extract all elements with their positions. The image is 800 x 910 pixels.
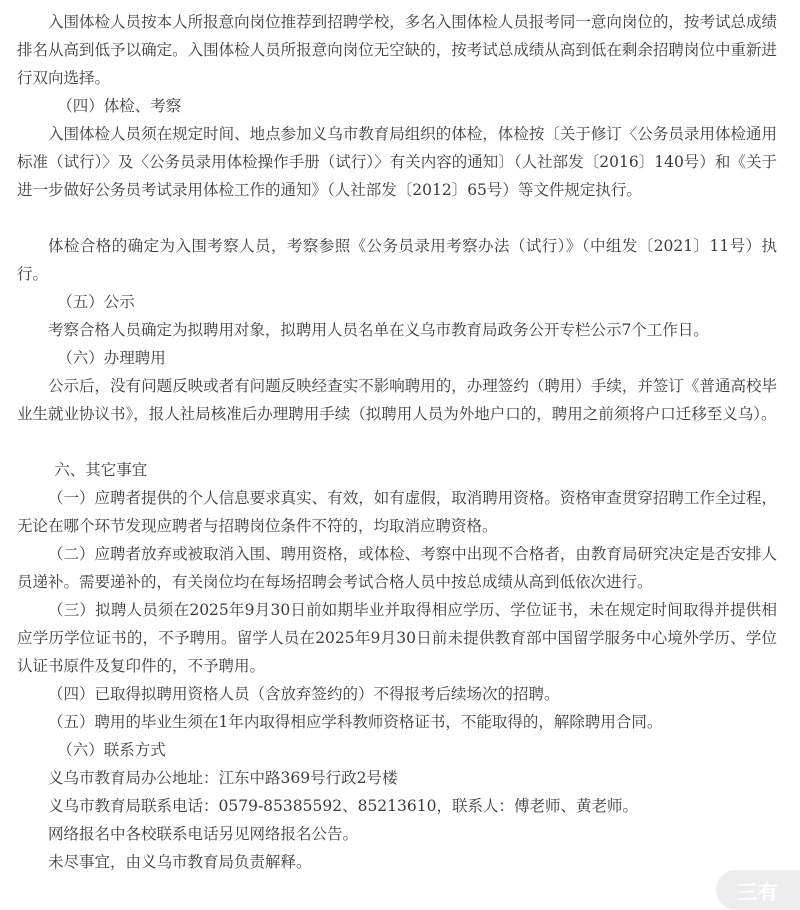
paragraph-physical-exam: 入围体检人员须在规定时间、地点参加义乌市教育局组织的体检，体检按〔关于修订〈公务员录用体检通用标准（试行）〉及〈公务员录用体检操作手册（试行）〉有关内容的通知〕（人社部发〔2016〕140号）和《关于进一步做好公务员考试录用体检工作的通知》（人社部发〔2012〕65号）等文件规定执行。	[17, 125, 777, 199]
heading-employment-procedure: （六）办理聘用	[57, 349, 166, 367]
paragraph-inspection: 体检合格的确定为入围考察人员，考察参照《公务员录用考察办法（试行）》（中组发〔2021〕11号）执行。	[17, 237, 777, 283]
paragraph-publicity: 考察合格人员确定为拟聘用对象，拟聘用人员名单在义乌市教育局政务公开专栏公示7个工作日。	[48, 321, 709, 339]
heading-contact: （六）联系方式	[57, 741, 166, 759]
heading-publicity: （五）公示	[57, 293, 135, 311]
paragraph-graduation: （三）拟聘人员须在2025年9月30日前如期毕业并取得相应学历、学位证书，未在规定时间取得并提供相应学历学位证书的，不予聘用。留学人员在2025年9月30日前未提供教育部中国留学服务中心境外学历、学位认证书原件及复印件的，不予聘用。	[17, 601, 777, 675]
heading-physical-exam: （四）体检、考察	[57, 97, 182, 115]
paragraph-personal-info: （一）应聘者提供的个人信息要求真实、有效，如有虚假，取消聘用资格。资格审查贯穿招聘工作全过程，无论在哪个环节发现应聘者与招聘岗位条件不符的，均取消应聘资格。	[17, 489, 777, 535]
watermark-logo: 三有	[716, 870, 800, 910]
paragraph-ranking: 入围体检人员按本人所报意向岗位推荐到招聘学校，多名入围体检人员报考同一意向岗位的，按考试总成绩排名从高到低予以确定。入围体检人员所报意向岗位无空缺的，按考试总成绩从高到低在剩余招聘岗位中重新进行双向选择。	[17, 13, 777, 87]
paragraph-interpretation: 未尽事宜，由义乌市教育局负责解释。	[48, 853, 312, 871]
paragraph-employment-procedure: 公示后，没有问题反映或者有问题反映经查实不影响聘用的，办理签约（聘用）手续，并签订《普通高校毕业生就业协议书》，报人社局核准后办理聘用手续（拟聘用人员为外地户口的，聘用之前须将户口迁移至义乌）。	[17, 377, 777, 423]
contact-phone: 义乌市教育局联系电话：0579-85385592、85213610，联系人：傅老师、黄老师。	[48, 797, 638, 815]
paragraph-replacement: （二）应聘者放弃或被取消入围、聘用资格，或体检、考察中出现不合格者，由教育局研究决定是否安排人员递补。需要递补的，有关岗位均在每场招聘会考试合格人员中按总成绩从高到低依次进行。	[17, 545, 777, 591]
paragraph-school-phones: 网络报名中各校联系电话另见网络报名公告。	[48, 825, 359, 843]
paragraph-no-reapply: （四）已取得拟聘用资格人员（含放弃签约的）不得报考后续场次的招聘。	[48, 685, 560, 703]
heading-other-matters: 六、其它事宜	[54, 461, 148, 479]
contact-address: 义乌市教育局办公地址：江东中路369号行政2号楼	[48, 769, 398, 787]
paragraph-teacher-certificate: （五）聘用的毕业生须在1年内取得相应学科教师资格证书，不能取得的，解除聘用合同。	[48, 713, 663, 731]
